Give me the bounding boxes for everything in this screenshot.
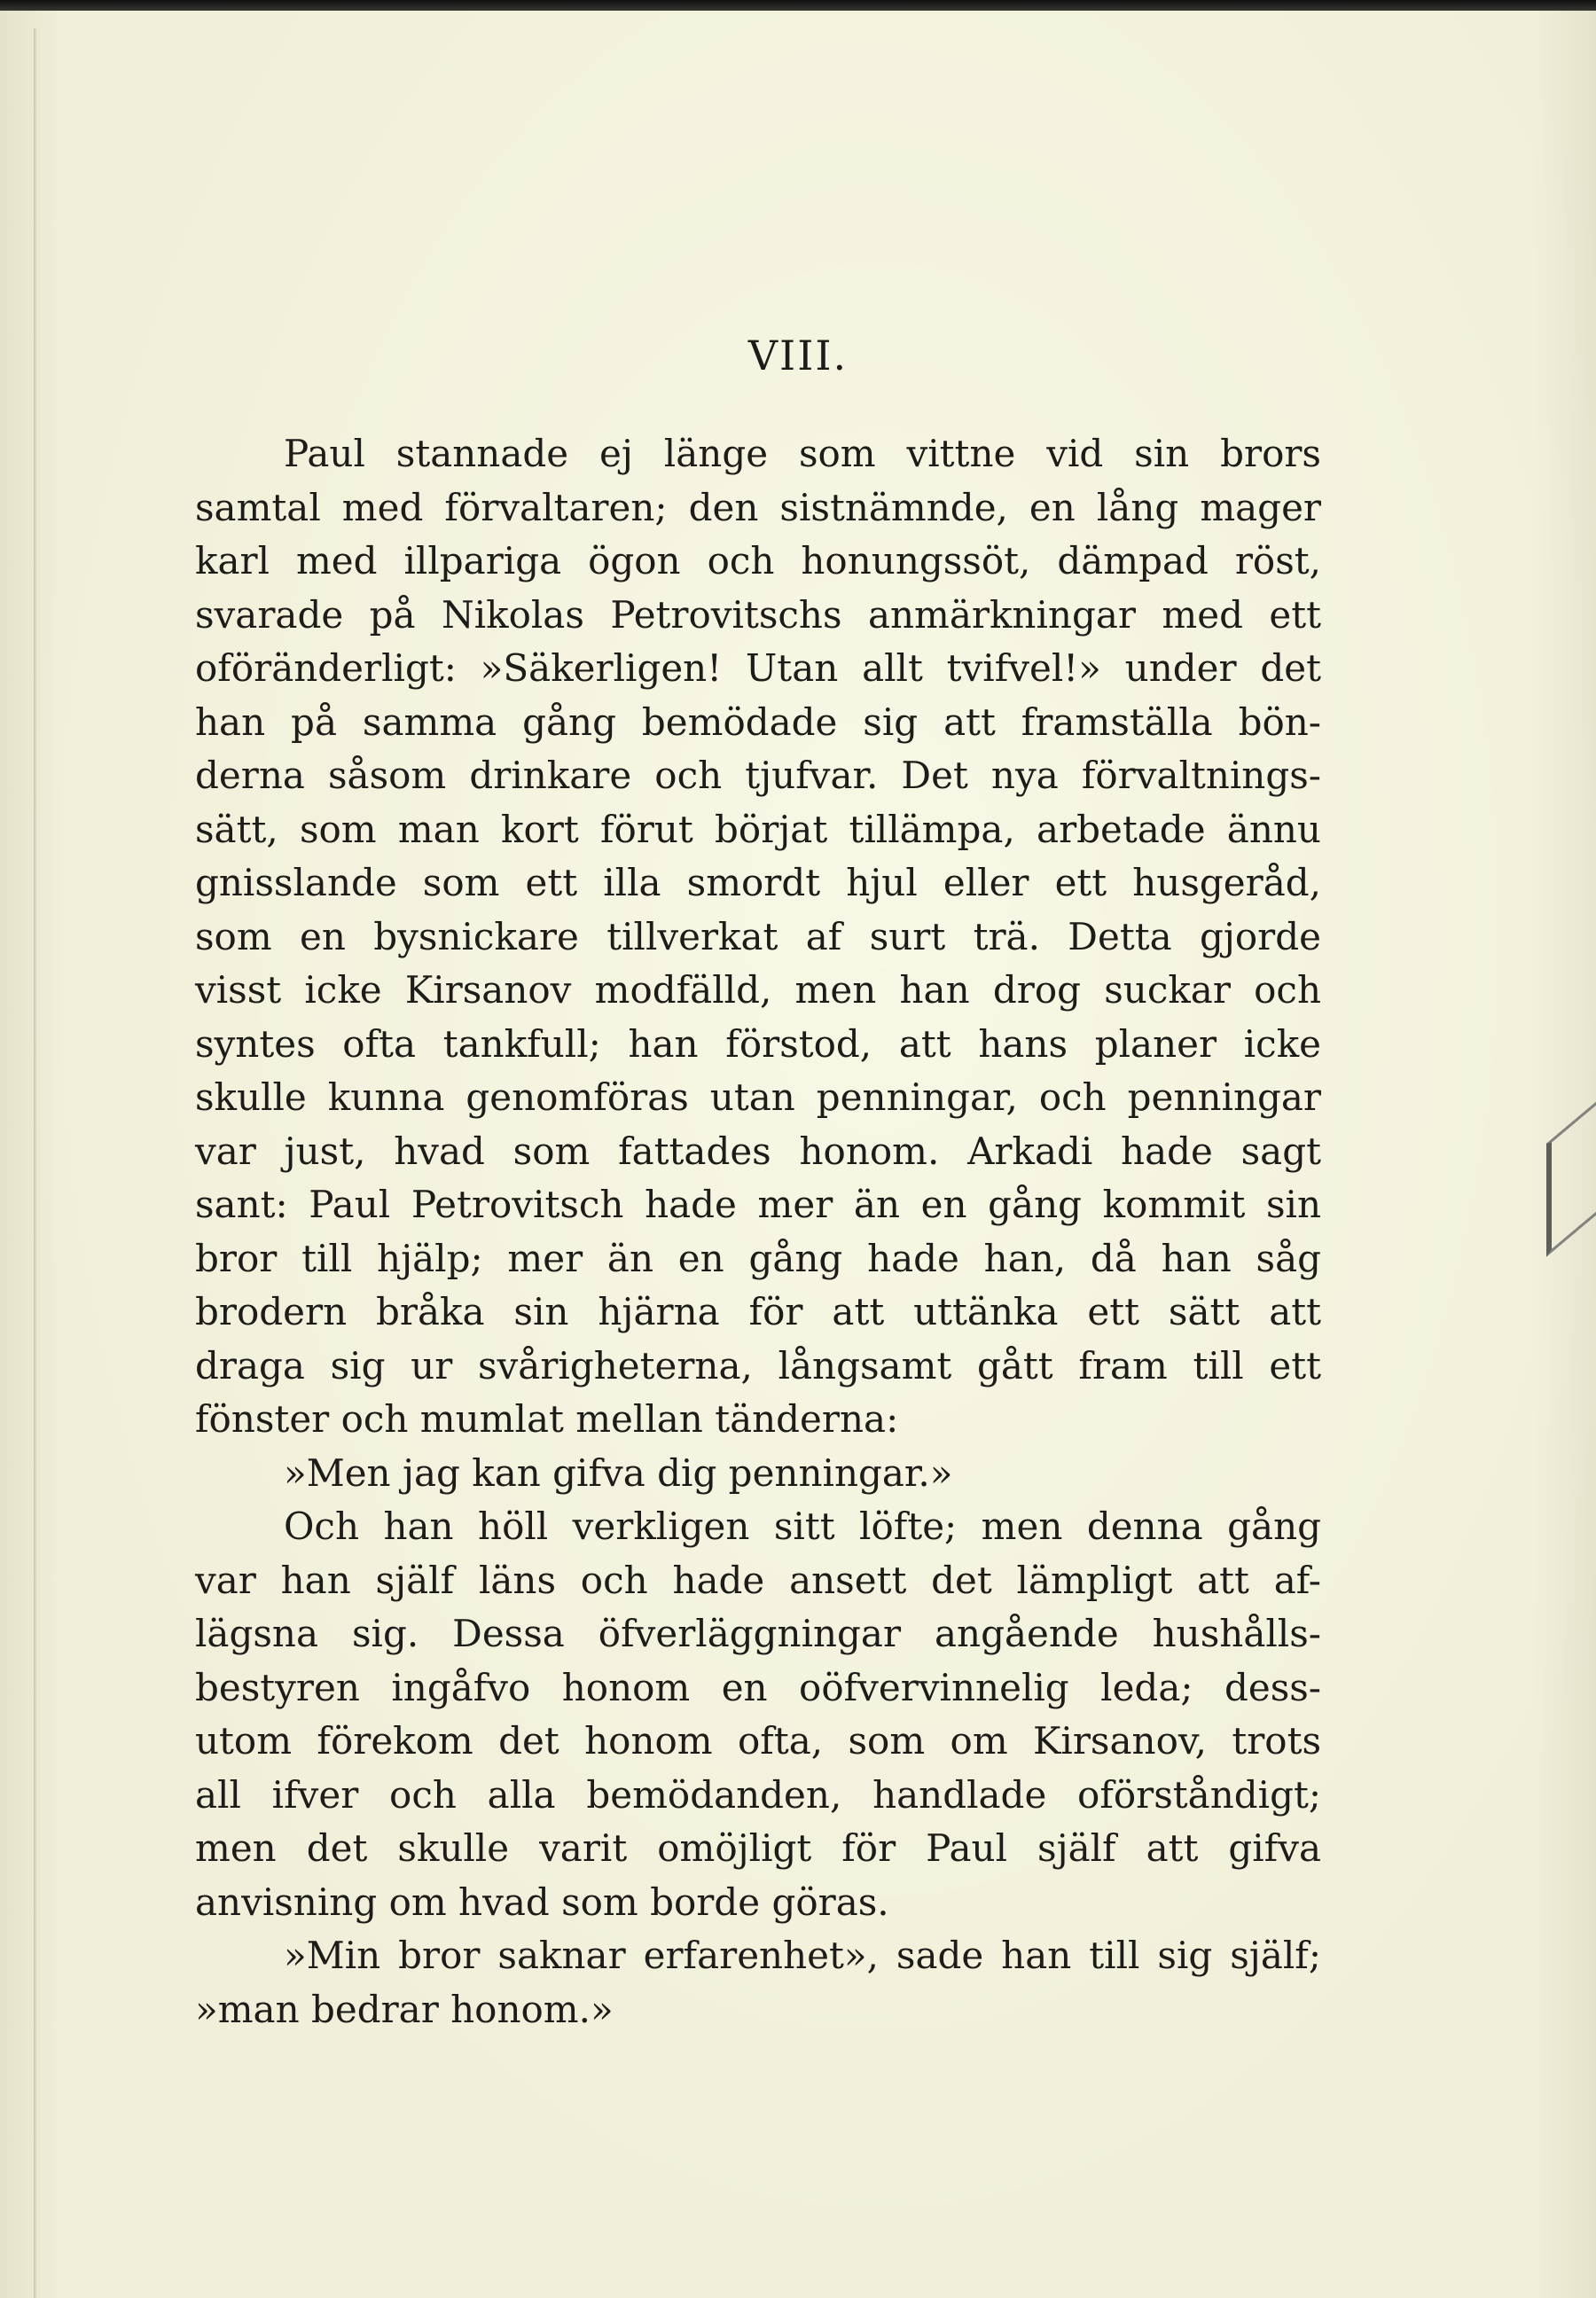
text-line: visst icke Kirsanov modfälld, men han drog suckar och bbox=[195, 968, 1321, 1012]
text-line: oföränderligt: »Säkerligen! Utan allt tvifvel!» under det bbox=[195, 646, 1321, 690]
text-line: svarade på Nikolas Petrovitschs anmärkningar med ett bbox=[195, 592, 1321, 637]
text-line: draga sig ur svårigheterna, långsamt gått fram till ett bbox=[195, 1343, 1321, 1387]
text-line: »Men jag kan gifva dig penningar.» bbox=[284, 1450, 953, 1495]
text-line: han på samma gång bemödade sig att framställa bön- bbox=[195, 700, 1321, 744]
text-line: karl med illpariga ögon och honungssöt, dämpad röst, bbox=[195, 539, 1321, 582]
body-text bbox=[195, 427, 1321, 2036]
text-line: derna såsom drinkare och tjufvar. Det nya förvaltnings- bbox=[195, 754, 1321, 797]
text-line: utom förekom det honom ofta, som om Kirsanov, trots bbox=[195, 1719, 1321, 1763]
text-line: fönster och mumlat mellan tänderna: bbox=[195, 1397, 899, 1441]
text-line: syntes ofta tankfull; han förstod, att hans planer icke bbox=[195, 1021, 1321, 1066]
text-line: »man bedrar honom.» bbox=[195, 1987, 614, 2031]
text-line: all ifver och alla bemödanden, handlade oförståndigt; bbox=[195, 1772, 1321, 1817]
text-line: »Min bror saknar erfarenhet», sade han till sig själf; bbox=[284, 1934, 1321, 1977]
chapter-heading: VIII. bbox=[747, 332, 849, 379]
text-line: samtal med förvaltaren; den sistnämnde, en lång mager bbox=[195, 485, 1321, 529]
text-line: Och han höll verkligen sitt löfte; men denna gång bbox=[284, 1505, 1321, 1548]
page-tab-marker bbox=[1546, 1094, 1596, 1256]
text-line: sätt, som man kort förut börjat tillämpa, arbetade ännu bbox=[195, 807, 1321, 851]
text-line: gnisslande som ett illa smordt hjul eller ett husgeråd, bbox=[195, 861, 1321, 904]
text-line: bestyren ingåfvo honom en oöfvervinnelig leda; dess- bbox=[195, 1665, 1321, 1709]
text-line: var han själf läns och hade ansett det lämpligt att af- bbox=[195, 1558, 1321, 1602]
text-line: skulle kunna genomföras utan penningar, och penningar bbox=[195, 1075, 1321, 1119]
text-line: Paul stannade ej länge som vittne vid sin brors bbox=[284, 432, 1321, 475]
text-line: anvisning om hvad som borde göras. bbox=[195, 1880, 889, 1924]
text-line: sant: Paul Petrovitsch hade mer än en gång kommit sin bbox=[195, 1183, 1321, 1226]
book-page bbox=[0, 11, 1596, 2298]
text-line: bror till hjälp; mer än en gång hade han, då han såg bbox=[195, 1236, 1321, 1280]
text-line: lägsna sig. Dessa öfverläggningar angående hushålls- bbox=[195, 1612, 1321, 1655]
text-line: som en bysnickare tillverkat af surt trä. Detta gjorde bbox=[195, 914, 1321, 958]
text-line: brodern bråka sin hjärna för att uttänka ett sätt att bbox=[195, 1290, 1321, 1333]
text-line: var just, hvad som fattades honom. Arkadi hade sagt bbox=[195, 1129, 1321, 1173]
text-line: men det skulle varit omöjligt för Paul själf att gifva bbox=[195, 1826, 1321, 1870]
